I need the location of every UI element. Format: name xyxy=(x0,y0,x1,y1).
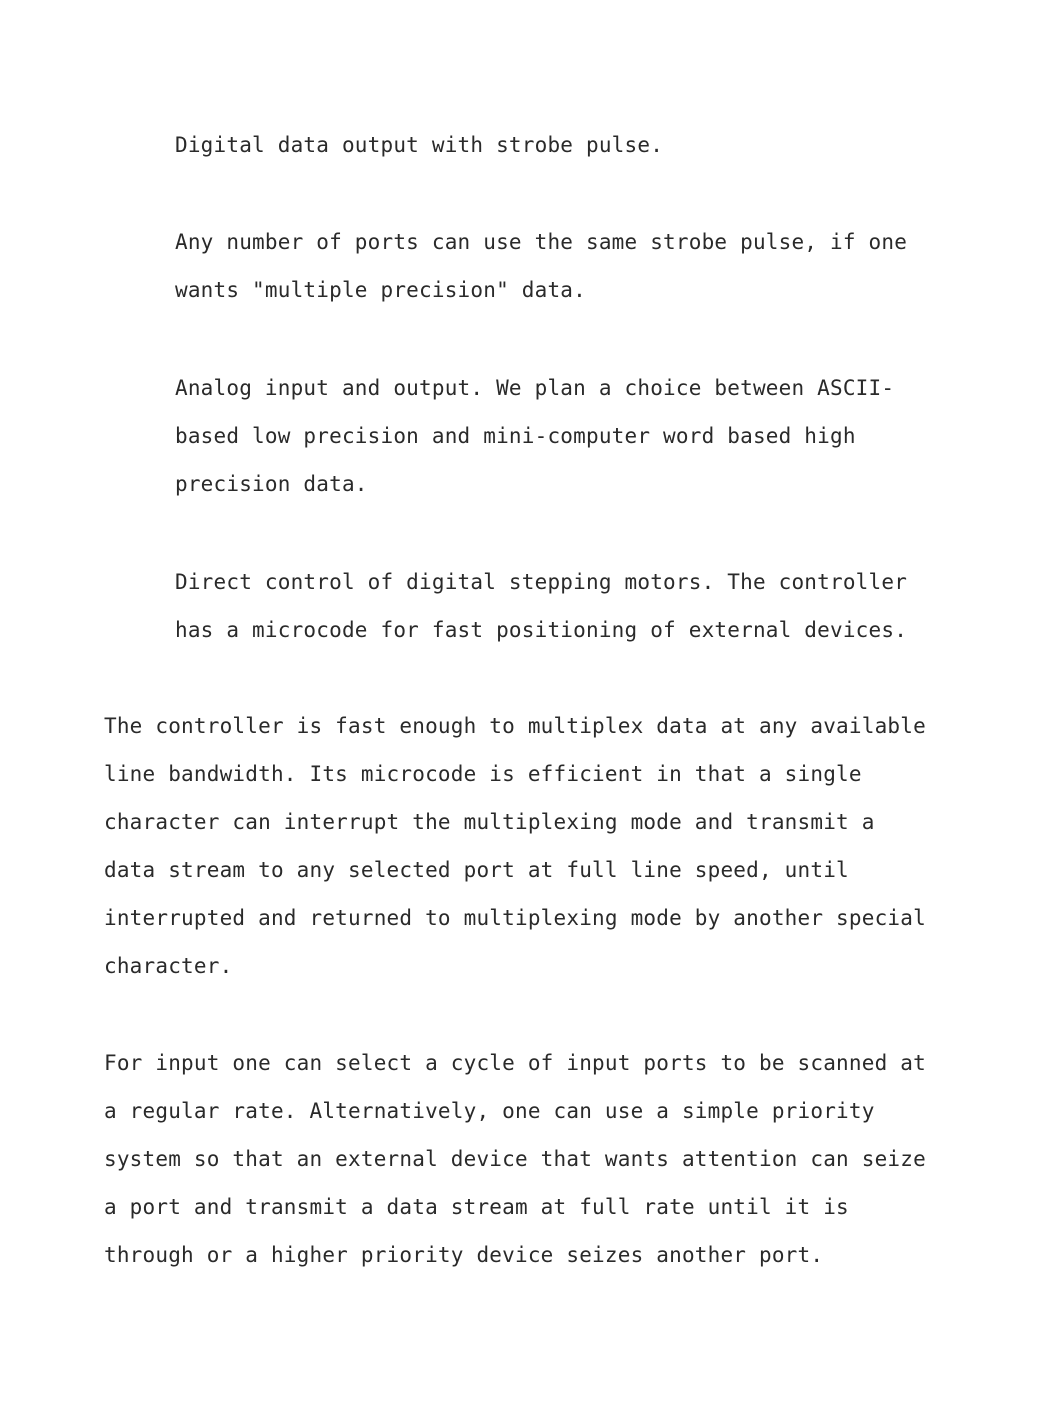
text-line: line bandwidth. Its microcode is efficient in that a single xyxy=(104,762,862,786)
paragraph-input-priority xyxy=(104,1039,926,1279)
text-line: character. xyxy=(104,954,233,978)
text-line: system so that an external device that wants attention can seize xyxy=(104,1147,926,1171)
text-line: based low precision and mini-computer word based high xyxy=(175,424,856,448)
paragraph-analog-io xyxy=(175,364,894,508)
text-line: through or a higher priority device seizes another port. xyxy=(104,1243,824,1267)
text-line: Direct control of digital stepping motors. The controller xyxy=(175,570,908,594)
paragraph-stepping-motors xyxy=(175,558,907,654)
paragraph-multiple-precision xyxy=(175,218,907,314)
text-line: a regular rate. Alternatively, one can use a simple priority xyxy=(104,1099,875,1123)
paragraph-multiplexing xyxy=(104,702,926,990)
text-line: a port and transmit a data stream at full rate until it is xyxy=(104,1195,849,1219)
text-line: The controller is fast enough to multiplex data at any available xyxy=(104,714,926,738)
text-line: Digital data output with strobe pulse. xyxy=(175,133,664,157)
text-line: has a microcode for fast positioning of external devices. xyxy=(175,618,908,642)
text-line: Analog input and output. We plan a choice between ASCII- xyxy=(175,376,895,400)
text-line: interrupted and returned to multiplexing mode by another special xyxy=(104,906,926,930)
text-line: wants "multiple precision" data. xyxy=(175,278,586,302)
text-line: Any number of ports can use the same strobe pulse, if one xyxy=(175,230,908,254)
paragraph-digital-output xyxy=(175,121,663,169)
text-line: character can interrupt the multiplexing mode and transmit a xyxy=(104,810,875,834)
text-line: precision data. xyxy=(175,472,368,496)
text-line: For input one can select a cycle of input ports to be scanned at xyxy=(104,1051,926,1075)
text-line: data stream to any selected port at full line speed, until xyxy=(104,858,849,882)
